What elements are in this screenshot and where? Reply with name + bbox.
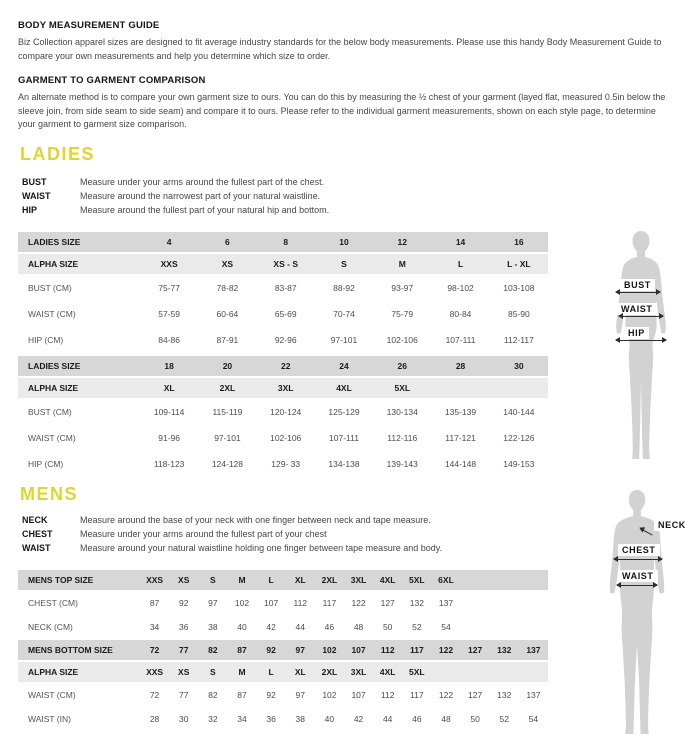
- table-cell: 34: [227, 708, 256, 730]
- table-cell: 44: [286, 616, 315, 638]
- table-cell: S: [198, 662, 227, 682]
- waist-measure-arrow: [619, 316, 663, 317]
- ladies-silhouette: [604, 228, 678, 468]
- table-cell: 102: [227, 592, 256, 614]
- table-cell: 127: [461, 684, 490, 706]
- row-label: WAIST (CM): [18, 426, 140, 450]
- table-cell: 6XL: [431, 570, 460, 590]
- table-cell: 97-101: [315, 328, 373, 352]
- table-cell: 144-148: [431, 452, 489, 476]
- table-cell: 132: [490, 640, 519, 660]
- table-cell: 112: [373, 640, 402, 660]
- table-cell: 10: [315, 232, 373, 252]
- table-cell: 12: [373, 232, 431, 252]
- table-cell: 34: [140, 616, 169, 638]
- table-cell: 36: [169, 616, 198, 638]
- chest-figure-label: CHEST: [618, 544, 660, 556]
- table-cell: L - XL: [490, 254, 548, 274]
- table-cell: 6: [198, 232, 256, 252]
- table-cell: 83-87: [257, 276, 315, 300]
- definition-desc: Measure around the base of your neck with one finger between neck and tape measure.: [80, 515, 431, 525]
- table-cell: 130-134: [373, 400, 431, 424]
- table-cell: [461, 570, 490, 590]
- table-cell: 22: [257, 356, 315, 376]
- hip-measure-arrow: [616, 340, 666, 341]
- table-cell: 91-96: [140, 426, 198, 450]
- table-cell: [431, 662, 460, 682]
- table-cell: 5XL: [373, 378, 431, 398]
- table-row: [18, 640, 548, 660]
- table-cell: 14: [431, 232, 489, 252]
- table-cell: 50: [373, 616, 402, 638]
- mens-figure: [600, 486, 698, 742]
- table-cell: 46: [402, 708, 431, 730]
- table-cell: 127: [461, 640, 490, 660]
- definition-term: WAIST: [22, 191, 51, 201]
- table-row: [18, 254, 548, 274]
- row-label: LADIES SIZE: [18, 356, 140, 376]
- table-cell: 88-92: [315, 276, 373, 300]
- table-row: [18, 302, 548, 326]
- table-cell: 107: [257, 592, 286, 614]
- table-cell: 122: [431, 640, 460, 660]
- table-cell: 4XL: [315, 378, 373, 398]
- table-cell: 60-64: [198, 302, 256, 326]
- table-cell: XS: [169, 570, 198, 590]
- chest-measure-arrow: [614, 559, 662, 560]
- table-cell: 149-153: [490, 452, 548, 476]
- table-cell: 54: [519, 708, 548, 730]
- table-cell: [490, 378, 548, 398]
- table-cell: 26: [373, 356, 431, 376]
- table-cell: 125-129: [315, 400, 373, 424]
- table-row: [18, 426, 548, 450]
- table-cell: 4XL: [373, 662, 402, 682]
- table-cell: [519, 662, 548, 682]
- definition-desc: Measure around the fullest part of your natural hip and bottom.: [80, 205, 330, 215]
- row-label: BUST (CM): [18, 400, 140, 424]
- table-row: [18, 570, 548, 590]
- table-cell: 97-101: [198, 426, 256, 450]
- mens-definitions: [22, 514, 562, 555]
- table-row: [18, 276, 548, 300]
- table-cell: XXS: [140, 254, 198, 274]
- waist-figure-label: WAIST: [618, 570, 658, 582]
- table-cell: 44: [373, 708, 402, 730]
- table-cell: 117: [402, 640, 431, 660]
- row-label: BUST (CM): [18, 276, 140, 300]
- table-cell: 20: [198, 356, 256, 376]
- table-row: [18, 400, 548, 424]
- table-cell: 80-84: [431, 302, 489, 326]
- table-cell: [461, 592, 490, 614]
- table-cell: 2XL: [315, 662, 344, 682]
- table-cell: 129- 33: [257, 452, 315, 476]
- table-cell: 87: [140, 592, 169, 614]
- table-cell: 117-121: [431, 426, 489, 450]
- table-cell: 48: [431, 708, 460, 730]
- table-cell: 92: [257, 684, 286, 706]
- table-cell: 28: [431, 356, 489, 376]
- table-cell: 102: [315, 684, 344, 706]
- row-label: HIP (CM): [18, 452, 140, 476]
- table-cell: 127: [373, 592, 402, 614]
- row-label: CHEST (CM): [18, 592, 140, 614]
- table-cell: XL: [140, 378, 198, 398]
- table-cell: 5XL: [402, 570, 431, 590]
- table-cell: 82: [198, 684, 227, 706]
- hip-figure-label: HIP: [624, 327, 649, 339]
- table-cell: 40: [227, 616, 256, 638]
- table-cell: 124-128: [198, 452, 256, 476]
- table-row: [18, 708, 548, 730]
- table-cell: 109-114: [140, 400, 198, 424]
- table-cell: 134-138: [315, 452, 373, 476]
- table-cell: L: [257, 662, 286, 682]
- table-cell: 42: [257, 616, 286, 638]
- table-cell: 8: [257, 232, 315, 252]
- table-cell: 36: [257, 708, 286, 730]
- table-cell: 107-111: [431, 328, 489, 352]
- table-cell: 72: [140, 640, 169, 660]
- table-cell: L: [431, 254, 489, 274]
- table-cell: 28: [140, 708, 169, 730]
- row-label: MENS TOP SIZE: [18, 570, 140, 590]
- table-cell: 84-86: [140, 328, 198, 352]
- table-cell: 139-143: [373, 452, 431, 476]
- bust-figure-label: BUST: [620, 279, 655, 291]
- table-row: [18, 616, 548, 638]
- table-cell: 107: [344, 684, 373, 706]
- table-cell: 77: [169, 684, 198, 706]
- table-row: [18, 378, 548, 398]
- bust-measure-arrow: [616, 292, 660, 293]
- row-label: WAIST (CM): [18, 684, 140, 706]
- table-cell: XL: [286, 662, 315, 682]
- table-cell: 32: [198, 708, 227, 730]
- row-label: ALPHA SIZE: [18, 254, 140, 274]
- table-cell: 118-123: [140, 452, 198, 476]
- table-cell: 87: [227, 684, 256, 706]
- table-cell: XS: [169, 662, 198, 682]
- table-cell: 77: [169, 640, 198, 660]
- table-cell: 30: [490, 356, 548, 376]
- table-cell: 2XL: [198, 378, 256, 398]
- definition-term: WAIST: [22, 543, 51, 553]
- table-cell: 97: [286, 640, 315, 660]
- table-cell: 98-102: [431, 276, 489, 300]
- table-row: [18, 328, 548, 352]
- ladies-size-table-2: [18, 354, 548, 478]
- table-cell: XS: [198, 254, 256, 274]
- row-label: WAIST (IN): [18, 708, 140, 730]
- table-cell: 122: [431, 684, 460, 706]
- table-cell: [431, 378, 489, 398]
- definition-term: NECK: [22, 515, 48, 525]
- table-cell: 137: [519, 640, 548, 660]
- table-row: [18, 662, 548, 682]
- table-cell: 87: [227, 640, 256, 660]
- table-cell: 5XL: [402, 662, 431, 682]
- table-cell: [519, 616, 548, 638]
- table-cell: 122-126: [490, 426, 548, 450]
- table-cell: 92: [169, 592, 198, 614]
- table-cell: 92-96: [257, 328, 315, 352]
- table-cell: 24: [315, 356, 373, 376]
- table-cell: [461, 662, 490, 682]
- definition-term: HIP: [22, 205, 38, 215]
- table-cell: 30: [169, 708, 198, 730]
- row-label: ALPHA SIZE: [18, 662, 140, 682]
- table-cell: 120-124: [257, 400, 315, 424]
- row-label: MENS BOTTOM SIZE: [18, 640, 140, 660]
- table-cell: 85-90: [490, 302, 548, 326]
- table-cell: 137: [431, 592, 460, 614]
- ladies-definitions: [22, 176, 562, 217]
- table-cell: 4: [140, 232, 198, 252]
- ladies-heading: LADIES: [20, 144, 96, 164]
- table-cell: 92: [257, 640, 286, 660]
- table-cell: 107: [344, 640, 373, 660]
- definition-desc: Measure under your arms around the fullest part of your chest: [80, 529, 327, 539]
- table-cell: 115-119: [198, 400, 256, 424]
- table-cell: 132: [490, 684, 519, 706]
- row-label: NECK (CM): [18, 616, 140, 638]
- mens-table: [18, 568, 548, 732]
- table-cell: [490, 570, 519, 590]
- table-cell: 117: [315, 592, 344, 614]
- table-cell: S: [198, 570, 227, 590]
- table-cell: 102: [315, 640, 344, 660]
- row-label: ALPHA SIZE: [18, 378, 140, 398]
- table-cell: 135-139: [431, 400, 489, 424]
- table-cell: 112: [286, 592, 315, 614]
- table-cell: 3XL: [344, 570, 373, 590]
- table-cell: 4XL: [373, 570, 402, 590]
- table-cell: 140-144: [490, 400, 548, 424]
- table-cell: 72: [140, 684, 169, 706]
- intro-section: [18, 20, 668, 132]
- definition-term: CHEST: [22, 529, 53, 539]
- row-label: WAIST (CM): [18, 302, 140, 326]
- table-cell: [490, 662, 519, 682]
- table-cell: 78-82: [198, 276, 256, 300]
- table-cell: 50: [461, 708, 490, 730]
- definition-desc: Measure around the narrowest part of your natural waistline.: [80, 191, 321, 201]
- table-row: [18, 592, 548, 614]
- table-cell: 52: [490, 708, 519, 730]
- waist-measure-arrow: [617, 585, 657, 586]
- table-cell: XS - S: [257, 254, 315, 274]
- table-cell: 132: [402, 592, 431, 614]
- table-cell: 57-59: [140, 302, 198, 326]
- table-row: [18, 232, 548, 252]
- intro-paragraph: Biz Collection apparel sizes are designed to fit average industry standards for the below body measurements. Please use this handy Body Measurement Guide to compare your own measurements and help you determine which size to order.: [18, 37, 662, 61]
- table-row: [18, 356, 548, 376]
- table-cell: 75-77: [140, 276, 198, 300]
- table-cell: XXS: [140, 662, 169, 682]
- table-cell: 102-106: [373, 328, 431, 352]
- table-cell: 93-97: [373, 276, 431, 300]
- table-row: [18, 452, 548, 476]
- table-cell: 48: [344, 616, 373, 638]
- table-cell: M: [227, 662, 256, 682]
- ladies-tables: [18, 230, 548, 478]
- table-cell: L: [257, 570, 286, 590]
- mens-size-table: [18, 568, 548, 732]
- table-cell: 38: [198, 616, 227, 638]
- mens-heading: MENS: [20, 484, 79, 504]
- table-cell: [490, 616, 519, 638]
- table-cell: 82: [198, 640, 227, 660]
- table-cell: 3XL: [257, 378, 315, 398]
- table-cell: 38: [286, 708, 315, 730]
- table-cell: [461, 616, 490, 638]
- table-cell: 3XL: [344, 662, 373, 682]
- table-cell: 52: [402, 616, 431, 638]
- table-cell: [519, 570, 548, 590]
- table-cell: 103-108: [490, 276, 548, 300]
- waist-figure-label: WAIST: [617, 303, 657, 315]
- table-cell: 75-79: [373, 302, 431, 326]
- table-cell: [519, 592, 548, 614]
- ladies-figure: [604, 228, 684, 472]
- table-cell: 97: [286, 684, 315, 706]
- table-cell: S: [315, 254, 373, 274]
- table-cell: [490, 592, 519, 614]
- definition-term: BUST: [22, 177, 47, 187]
- table-cell: 2XL: [315, 570, 344, 590]
- comparison-title: GARMENT TO GARMENT COMPARISON: [18, 75, 206, 86]
- definition-desc: Measure around your natural waistline holding one finger between tape measure and body.: [80, 543, 443, 553]
- table-cell: 117: [402, 684, 431, 706]
- table-row: [18, 684, 548, 706]
- table-cell: 40: [315, 708, 344, 730]
- table-cell: 65-69: [257, 302, 315, 326]
- table-cell: 46: [315, 616, 344, 638]
- definition-desc: Measure under your arms around the fullest part of the chest.: [80, 177, 325, 187]
- table-cell: 137: [519, 684, 548, 706]
- page-title: BODY MEASUREMENT GUIDE: [18, 20, 160, 31]
- table-cell: 102-106: [257, 426, 315, 450]
- ladies-size-table-1: [18, 230, 548, 354]
- table-cell: 112-116: [373, 426, 431, 450]
- comparison-paragraph: An alternate method is to compare your own garment size to ours. You can do this by measuring the ½ chest of your garment (layed flat, measured 0.5in below the sleeve join, from side seam to side seam) and compare it to ours. Please refer to the individual garment measurements, shown on each style page, to determine your garment to garment size comparison.: [18, 92, 666, 129]
- table-cell: 112: [373, 684, 402, 706]
- table-cell: XXS: [140, 570, 169, 590]
- table-cell: XL: [286, 570, 315, 590]
- table-cell: 122: [344, 592, 373, 614]
- row-label: LADIES SIZE: [18, 232, 140, 252]
- table-cell: 87-91: [198, 328, 256, 352]
- table-cell: 70-74: [315, 302, 373, 326]
- table-cell: 18: [140, 356, 198, 376]
- table-cell: 16: [490, 232, 548, 252]
- table-cell: 42: [344, 708, 373, 730]
- table-cell: 97: [198, 592, 227, 614]
- table-cell: 107-111: [315, 426, 373, 450]
- table-cell: M: [373, 254, 431, 274]
- row-label: HIP (CM): [18, 328, 140, 352]
- table-cell: M: [227, 570, 256, 590]
- neck-figure-label: NECK: [654, 519, 690, 531]
- table-cell: 54: [431, 616, 460, 638]
- table-cell: 112-117: [490, 328, 548, 352]
